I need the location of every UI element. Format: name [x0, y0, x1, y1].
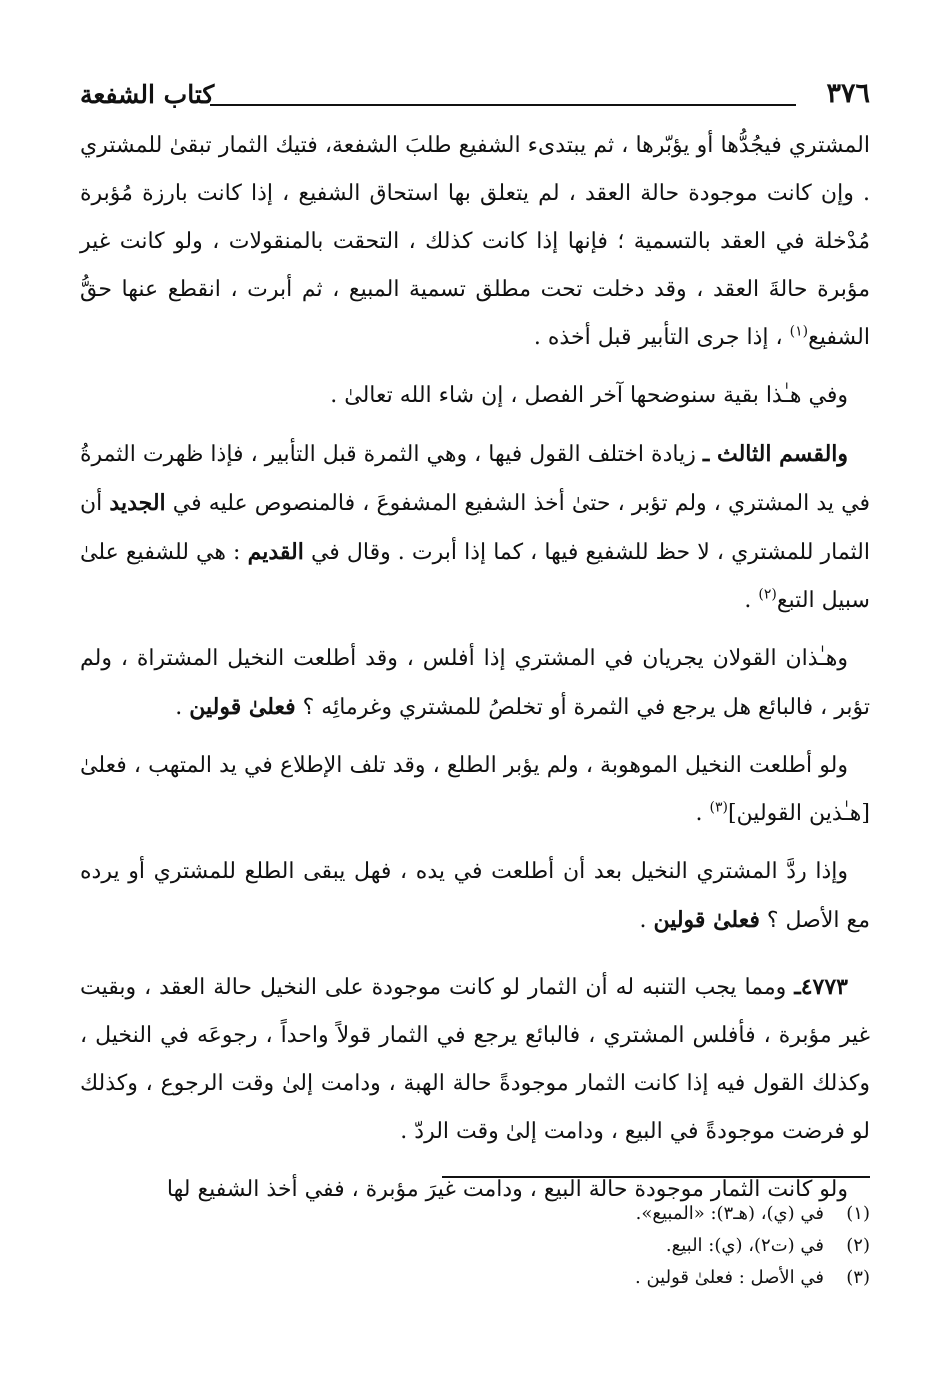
footnote-ref-3: (٣) [709, 799, 728, 816]
paragraph-3-end: . [744, 588, 759, 613]
paragraph-6-end: . [639, 908, 654, 933]
paragraph-4-end: . [175, 695, 190, 720]
paragraph-8-text: ولو كانت الثمار موجودة حالة البيع ، ودامت غيرَ مؤبرة ، ففي أخذ الشفيع لها [166, 1177, 848, 1202]
paragraph-3-text-b: أن الثمار للمشتري ، لا حظ للشفيع فيها ، كما إذا أبرت . وقال في [80, 491, 870, 565]
page [80, 78, 871, 1288]
paragraph-5-end: . [695, 801, 710, 826]
footnote-text: في الأصل : فعلىٰ قولين . [635, 1267, 824, 1288]
paragraph-1-end: ، إذا جرى التأبير قبل أخذه . [533, 325, 790, 350]
paragraph-2-text: وفي هـٰذا بقية سنوضحها آخر الفصل ، إن شاء الله تعالىٰ . [330, 383, 848, 408]
term-jadid: الجديد [109, 490, 166, 516]
footnote-rule [442, 1176, 870, 1178]
footnote-2 [80, 1230, 870, 1262]
footnote-text: في (ي)، (هـ٣): «المبيع». [635, 1203, 824, 1224]
page-header [80, 78, 870, 122]
paragraph-4-ruling: فعلىٰ قولين [189, 694, 296, 720]
footnote-1 [80, 1198, 870, 1230]
term-qadim: القديم [247, 539, 304, 565]
page-number: ٣٧٦ [826, 78, 870, 109]
paragraph-5 [80, 742, 870, 838]
footnote-ref-1: (١) [789, 323, 809, 340]
footnote-number: (٢) [846, 1235, 870, 1256]
paragraph-6-ruling: فعلىٰ قولين [653, 907, 760, 933]
paragraph-3 [80, 430, 870, 625]
footnote-number: (١) [846, 1203, 870, 1224]
section-three-lead: والقسم الثالث ـ [702, 441, 849, 467]
paragraph-6-text: وإذا ردَّ المشتري النخيل بعد أن أطلعت في يده ، فهل يبقى الطلع للمشتري أو يرده مع الأصل ؟ [80, 859, 870, 933]
paragraph-1 [80, 122, 870, 362]
running-title: كتاب الشفعة [80, 80, 215, 109]
footnotes [80, 1198, 870, 1294]
footnote-3 [80, 1262, 870, 1294]
paragraph-4-text: وهـٰذان القولان يجريان في المشتري إذا أفلس ، وقد أطلعت النخيل المشتراة ، ولم تؤبر ، فالبائع هل يرجع في الثمرة أو تخلصُ للمشتري وغرمائِه ؟ [80, 646, 870, 720]
footnote-ref-2: (٢) [758, 586, 777, 603]
paragraph-3-text-a: زيادة اختلف القول فيها ، وهي الثمرة قبل التأبير ، فإذا ظهرت الثمرةُ في يد المشتري ، ولم تؤبر ، حتىٰ أخذ الشفيع المشفوعَ ، فالمنصوص عليه في [80, 442, 871, 516]
paragraph-1-text: المشتري فيجُدُّها أو يؤبّرها ، ثم يبتدىء الشفيع طلبَ الشفعة، فتيك الثمار تبقىٰ للمشتري . وإن كانت موجودة حالة العقد ، لم يتعلق بها استحاق الشفيع ، إذا كانت بارزة مُؤبرة مُدْخلة في العقد بالتسمية ؛ فإنها إذا كانت كذلك ، التحقت بالمنقولات ، ولو كانت غير مؤبرة حالةَ العقد ، وقد دخلت تحت مطلق تسمية المبيع ، ثم أبرت ، انقطع عنها حقُّ الشفيع [80, 133, 870, 350]
header-rule [210, 104, 796, 106]
paragraph-4 [80, 635, 870, 732]
paragraph-7 [80, 963, 870, 1156]
paragraph-2 [80, 372, 870, 420]
paragraph-5-text: ولو أطلعت النخيل الموهوبة ، ولم يؤبر الطلع ، وقد تلف الإطلاع في يد المتهب ، فعلىٰ [هـٰذين القولين] [80, 753, 870, 826]
paragraph-6 [80, 848, 870, 945]
paragraph-7-text: ومما يجب التنبه له أن الثمار لو كانت موجودة على النخيل حالة العقد ، وبقيت غير مؤبرة ، فأفلس المشتري ، فالبائع يرجع في الثمار قولاً واحداً ، رجوعَه في النخيل ، وكذلك القول فيه إذا كانت الثمار موجودةً حالة الهبة ، ودامت إلىٰ وقت الرجوع ، وكذلك لو فرضت موجودةً في البيع ، ودامت إلىٰ وقت الردّ . [80, 975, 870, 1144]
footnote-number: (٣) [846, 1267, 870, 1288]
paragraph-3-text-c: : هي للشفيع علىٰ سبيل التبع [80, 540, 870, 613]
footnote-text: في (ت٢)، (ي): البيع. [665, 1235, 824, 1256]
issue-number: ٤٧٧٣ـ [794, 974, 848, 1000]
